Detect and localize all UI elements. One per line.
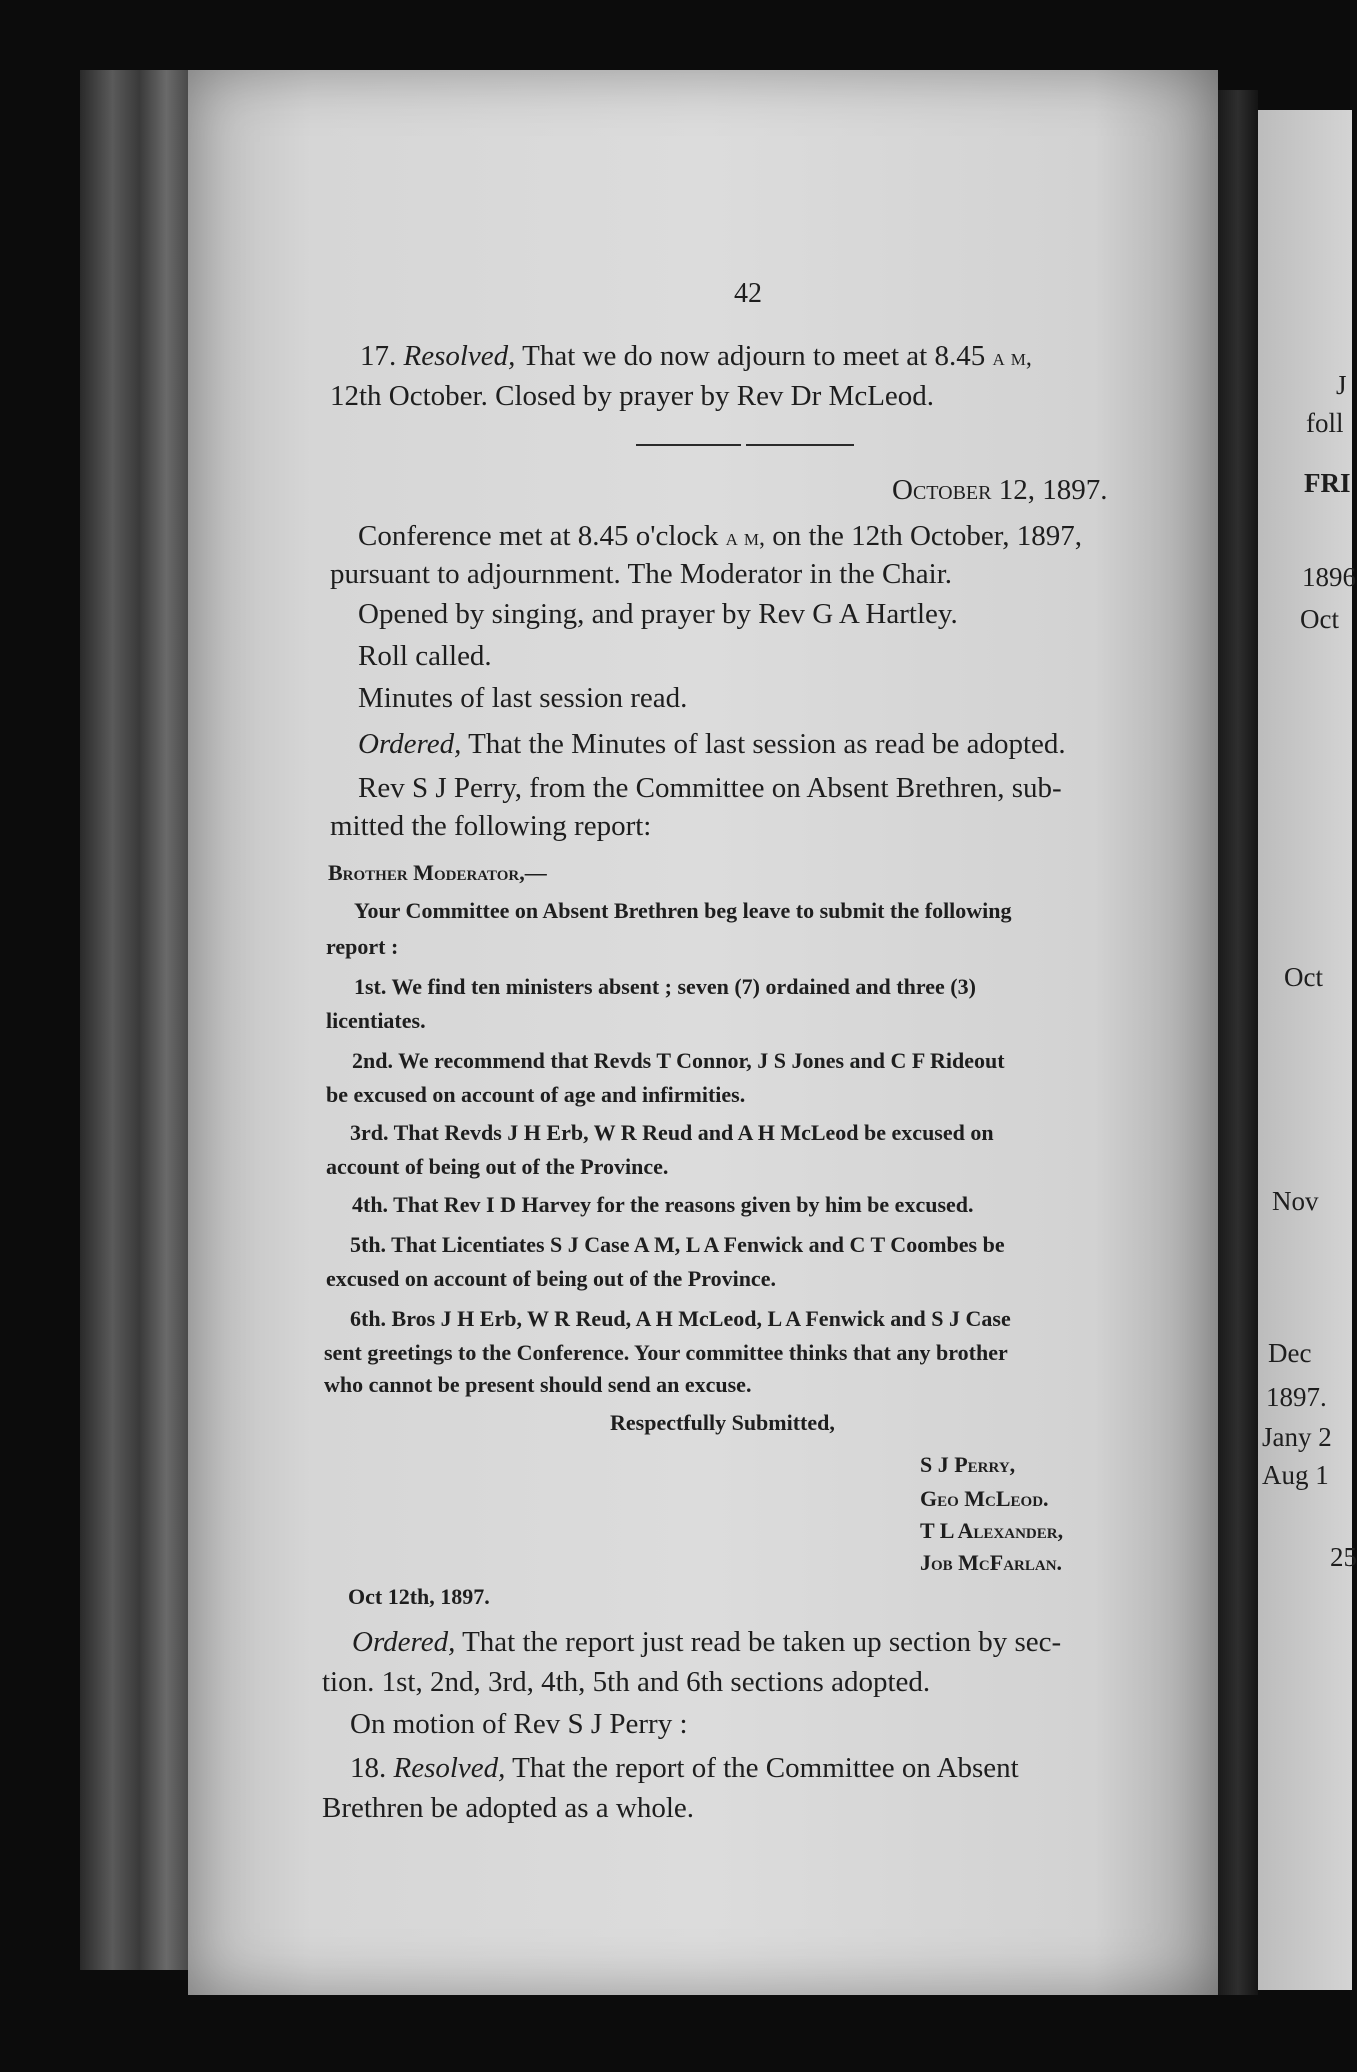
after-ordered-label: Ordered, <box>352 1626 456 1658</box>
facing-fragment: J <box>1336 370 1347 400</box>
conference-text-b: on the 12th October, 1897, <box>772 520 1082 552</box>
facing-fragment: Dec <box>1268 1338 1312 1368</box>
report-section-1a: 1st. We find ten ministers absent ; seven (7) ordained and three (3) <box>354 974 976 999</box>
date-rest: 12, 1897. <box>998 474 1108 506</box>
report-section-5a: 5th. That Licentiates S J Case A M, L A Fenwick and C T Coombes be <box>350 1232 1005 1257</box>
signatory-1: S J Perry, <box>920 1452 1016 1477</box>
minutes-line: Minutes of last session read. <box>358 682 688 714</box>
conference-line-1 <box>358 520 1082 553</box>
report-section-3a: 3rd. That Revds J H Erb, W R Reud and A H McLeod be excused on <box>350 1120 994 1145</box>
resolution-18-label: Resolved, <box>393 1752 506 1784</box>
report-intro-2: report : <box>326 934 399 959</box>
date-heading <box>892 474 1107 507</box>
resolution-number: 17. <box>360 340 397 372</box>
signatory-2: Geo McLeod. <box>920 1486 1049 1511</box>
signatory-3: T L Alexander, <box>920 1518 1064 1543</box>
conference-line-2: pursuant to adjournment. The Moderator in the Chair. <box>330 558 953 590</box>
report-section-1b: licentiates. <box>326 1008 426 1033</box>
time-am: a m, <box>992 345 1032 371</box>
resolution-text: That we do now adjourn to meet at 8.45 <box>522 340 986 372</box>
facing-fragment: Aug 1 <box>1262 1460 1329 1490</box>
resolution-18-line-2: Brethren be adopted as a whole. <box>322 1792 695 1824</box>
page-number: 42 <box>734 278 762 309</box>
ordered-label: Ordered, <box>358 728 462 760</box>
report-salutation: Brother Moderator,— <box>328 860 547 885</box>
resolution-17-line-1 <box>360 340 1032 373</box>
book-spine <box>80 70 188 1970</box>
signatory-4: Job McFarlan. <box>920 1550 1063 1575</box>
facing-fragment: 25 <box>1330 1542 1357 1572</box>
report-intro-1: Your Committee on Absent Brethren beg leave to submit the following <box>354 898 1012 923</box>
report-section-6a: 6th. Bros J H Erb, W R Reud, A H McLeod, L A Fenwick and S J Case <box>350 1306 1011 1331</box>
conference-text-a: Conference met at 8.45 o'clock <box>358 520 719 552</box>
report-section-6c: who cannot be present should send an excuse. <box>324 1372 752 1397</box>
facing-fragment: Nov <box>1272 1186 1319 1216</box>
conference-am: a m, <box>725 525 765 551</box>
ordered-line <box>358 728 1066 761</box>
report-section-2b: be excused on account of age and infirmities. <box>326 1082 746 1107</box>
report-section-3b: account of being out of the Province. <box>326 1154 669 1179</box>
roll-line: Roll called. <box>358 640 492 672</box>
resolution-18-text: That the report of the Committee on Absent <box>512 1752 1019 1784</box>
report-closing: Respectfully Submitted, <box>610 1410 835 1435</box>
resolution-18-number: 18. <box>350 1752 387 1784</box>
resolution-17-line-2: 12th October. Closed by prayer by Rev Dr McLeod. <box>330 380 935 412</box>
after-ordered-text: That the report just read be taken up section by sec- <box>462 1626 1062 1658</box>
motion-line: On motion of Rev S J Perry : <box>350 1708 688 1740</box>
section-divider-left <box>636 444 741 446</box>
report-section-5b: excused on account of being out of the Province. <box>326 1266 776 1291</box>
page-gutter <box>1218 90 1258 1995</box>
report-section-4: 4th. That Rev I D Harvey for the reasons given by him be excused. <box>352 1192 974 1217</box>
report-date: Oct 12th, 1897. <box>348 1584 490 1609</box>
facing-fragment: 1897. <box>1266 1382 1327 1412</box>
perry-line-2: mitted the following report: <box>330 810 652 842</box>
facing-fragment: Jany 2 <box>1262 1422 1332 1452</box>
perry-line-1: Rev S J Perry, from the Committee on Absent Brethren, sub- <box>358 772 1062 804</box>
after-ordered-line-2: tion. 1st, 2nd, 3rd, 4th, 5th and 6th sections adopted. <box>322 1666 931 1698</box>
report-section-2a: 2nd. We recommend that Revds T Connor, J S Jones and C F Rideout <box>352 1048 1005 1073</box>
report-section-6b: sent greetings to the Conference. Your committee thinks that any brother <box>324 1340 1008 1365</box>
facing-fragment: 1896 <box>1302 562 1356 592</box>
date-month: October <box>892 474 992 506</box>
after-ordered-line-1 <box>352 1626 1061 1659</box>
facing-fragment: Oct <box>1300 604 1339 634</box>
section-divider-right <box>746 444 854 446</box>
facing-fragment: Oct <box>1284 962 1323 992</box>
resolution-18-line-1 <box>350 1752 1019 1785</box>
facing-fragment: FRI <box>1304 468 1351 498</box>
resolved-label: Resolved, <box>403 340 516 372</box>
ordered-text: That the Minutes of last session as read be adopted. <box>468 728 1066 760</box>
opened-line: Opened by singing, and prayer by Rev G A Hartley. <box>358 598 958 630</box>
facing-fragment: foll <box>1306 408 1344 438</box>
